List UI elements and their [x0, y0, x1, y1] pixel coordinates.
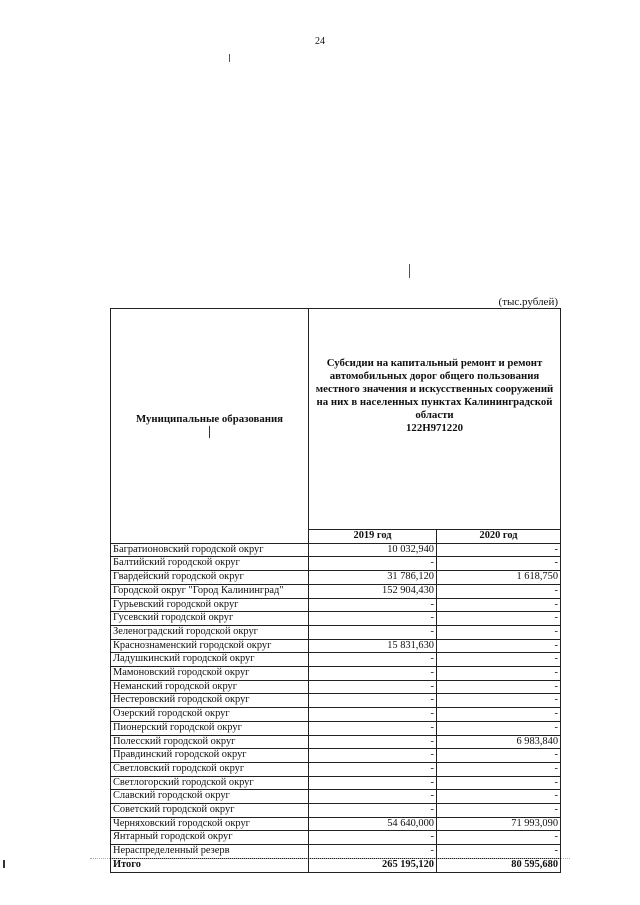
table-row	[111, 639, 561, 653]
row-municipality-name: Черняховский городской округ	[111, 817, 309, 831]
header-municipalities	[111, 309, 309, 544]
row-municipality-name: Краснознаменский городской округ	[111, 639, 309, 653]
total-label: Итого	[111, 858, 309, 872]
table-row	[111, 694, 561, 708]
row-value-2020: -	[437, 639, 561, 653]
row-value-2019: -	[309, 708, 437, 722]
scan-mark	[409, 264, 410, 278]
row-value-2020: -	[437, 598, 561, 612]
row-value-2019: 31 786,120	[309, 571, 437, 585]
subsidy-table	[110, 308, 561, 873]
row-municipality-name: Озерский городской округ	[111, 708, 309, 722]
header-year-2019: 2019 год	[309, 530, 437, 544]
row-value-2020: 6 983,840	[437, 735, 561, 749]
table-row	[111, 625, 561, 639]
table-row	[111, 680, 561, 694]
row-value-2020: -	[437, 653, 561, 667]
header-subsidy-title-label: Субсидии на капитальный ремонт и ремонт автомобильных дорог общего пользования местного значения и искусственных сооружений на них в населенных пунктах Калининградской области	[315, 357, 554, 421]
row-municipality-name: Нераспределенный резерв	[111, 845, 309, 859]
row-municipality-name: Правдинский городской округ	[111, 749, 309, 763]
scan-noise-line	[90, 858, 570, 861]
row-municipality-name: Городской округ "Город Калининград"	[111, 584, 309, 598]
row-municipality-name: Полесский городской округ	[111, 735, 309, 749]
row-value-2019: -	[309, 653, 437, 667]
table-row	[111, 653, 561, 667]
units-label: (тыс.рублей)	[498, 296, 558, 308]
row-value-2020: -	[437, 831, 561, 845]
row-value-2019: -	[309, 612, 437, 626]
row-value-2020: -	[437, 694, 561, 708]
row-value-2019: -	[309, 625, 437, 639]
row-value-2019: 54 640,000	[309, 817, 437, 831]
table-row	[111, 790, 561, 804]
total-2019: 265 195,120	[309, 858, 437, 872]
header-municipalities-label: Муниципальные образования	[135, 413, 284, 426]
row-municipality-name: Янтарный городской округ	[111, 831, 309, 845]
row-value-2020: -	[437, 749, 561, 763]
row-value-2019: -	[309, 667, 437, 681]
table-row	[111, 817, 561, 831]
table-row	[111, 557, 561, 571]
row-value-2019: -	[309, 735, 437, 749]
table-row	[111, 598, 561, 612]
row-value-2020: -	[437, 762, 561, 776]
table-body	[111, 543, 561, 858]
row-municipality-name: Пионерский городской округ	[111, 721, 309, 735]
table-row	[111, 762, 561, 776]
table-row	[111, 721, 561, 735]
row-value-2020: -	[437, 543, 561, 557]
table-row	[111, 776, 561, 790]
row-municipality-name: Ладушкинский городской округ	[111, 653, 309, 667]
row-municipality-name: Мамоновский городской округ	[111, 667, 309, 681]
row-value-2020: -	[437, 680, 561, 694]
header-year-2020: 2020 год	[437, 530, 561, 544]
row-municipality-name: Гурьевский городской округ	[111, 598, 309, 612]
scan-mark	[3, 860, 5, 868]
row-value-2019: -	[309, 762, 437, 776]
row-value-2020: -	[437, 708, 561, 722]
row-value-2020: -	[437, 584, 561, 598]
row-value-2019: 10 032,940	[309, 543, 437, 557]
row-municipality-name: Светловский городской округ	[111, 762, 309, 776]
row-value-2020: 71 993,090	[437, 817, 561, 831]
row-value-2020: -	[437, 790, 561, 804]
table-row	[111, 667, 561, 681]
row-value-2020: -	[437, 625, 561, 639]
row-municipality-name: Гусевский городской округ	[111, 612, 309, 626]
text-cursor-mark	[209, 426, 210, 438]
row-municipality-name: Советский городской округ	[111, 804, 309, 818]
row-municipality-name: Славский городской округ	[111, 790, 309, 804]
row-municipality-name: Гвардейский городской округ	[111, 571, 309, 585]
header-subsidy-code: 122H971220	[406, 422, 463, 434]
row-value-2019: -	[309, 831, 437, 845]
row-value-2020: -	[437, 845, 561, 859]
page-number: 24	[315, 36, 325, 47]
table-row	[111, 749, 561, 763]
row-municipality-name: Светлогорский городской округ	[111, 776, 309, 790]
row-value-2020: 1 618,750	[437, 571, 561, 585]
row-value-2019: 152 904,430	[309, 584, 437, 598]
row-value-2019: -	[309, 598, 437, 612]
row-value-2020: -	[437, 667, 561, 681]
row-value-2019: -	[309, 790, 437, 804]
row-value-2019: -	[309, 680, 437, 694]
table-row	[111, 708, 561, 722]
table-row	[111, 804, 561, 818]
row-value-2019: -	[309, 749, 437, 763]
row-municipality-name: Неманский городской округ	[111, 680, 309, 694]
row-value-2019: -	[309, 557, 437, 571]
row-municipality-name: Балтийский городской округ	[111, 557, 309, 571]
row-municipality-name: Зеленоградский городской округ	[111, 625, 309, 639]
row-value-2020: -	[437, 557, 561, 571]
row-municipality-name: Нестеровский городской округ	[111, 694, 309, 708]
header-subsidy-title	[309, 309, 561, 530]
row-municipality-name: Багратионовский городской округ	[111, 543, 309, 557]
row-value-2019: -	[309, 694, 437, 708]
row-value-2020: -	[437, 776, 561, 790]
table-row	[111, 571, 561, 585]
table-row	[111, 612, 561, 626]
row-value-2019: 15 831,630	[309, 639, 437, 653]
row-value-2019: -	[309, 804, 437, 818]
table-row	[111, 735, 561, 749]
row-value-2019: -	[309, 721, 437, 735]
total-2020: 80 595,680	[437, 858, 561, 872]
row-value-2020: -	[437, 612, 561, 626]
table-row	[111, 845, 561, 859]
table-row	[111, 831, 561, 845]
row-value-2020: -	[437, 804, 561, 818]
row-value-2020: -	[437, 721, 561, 735]
row-value-2019: -	[309, 845, 437, 859]
table-row	[111, 543, 561, 557]
table-row	[111, 584, 561, 598]
scan-mark	[229, 54, 230, 62]
row-value-2019: -	[309, 776, 437, 790]
